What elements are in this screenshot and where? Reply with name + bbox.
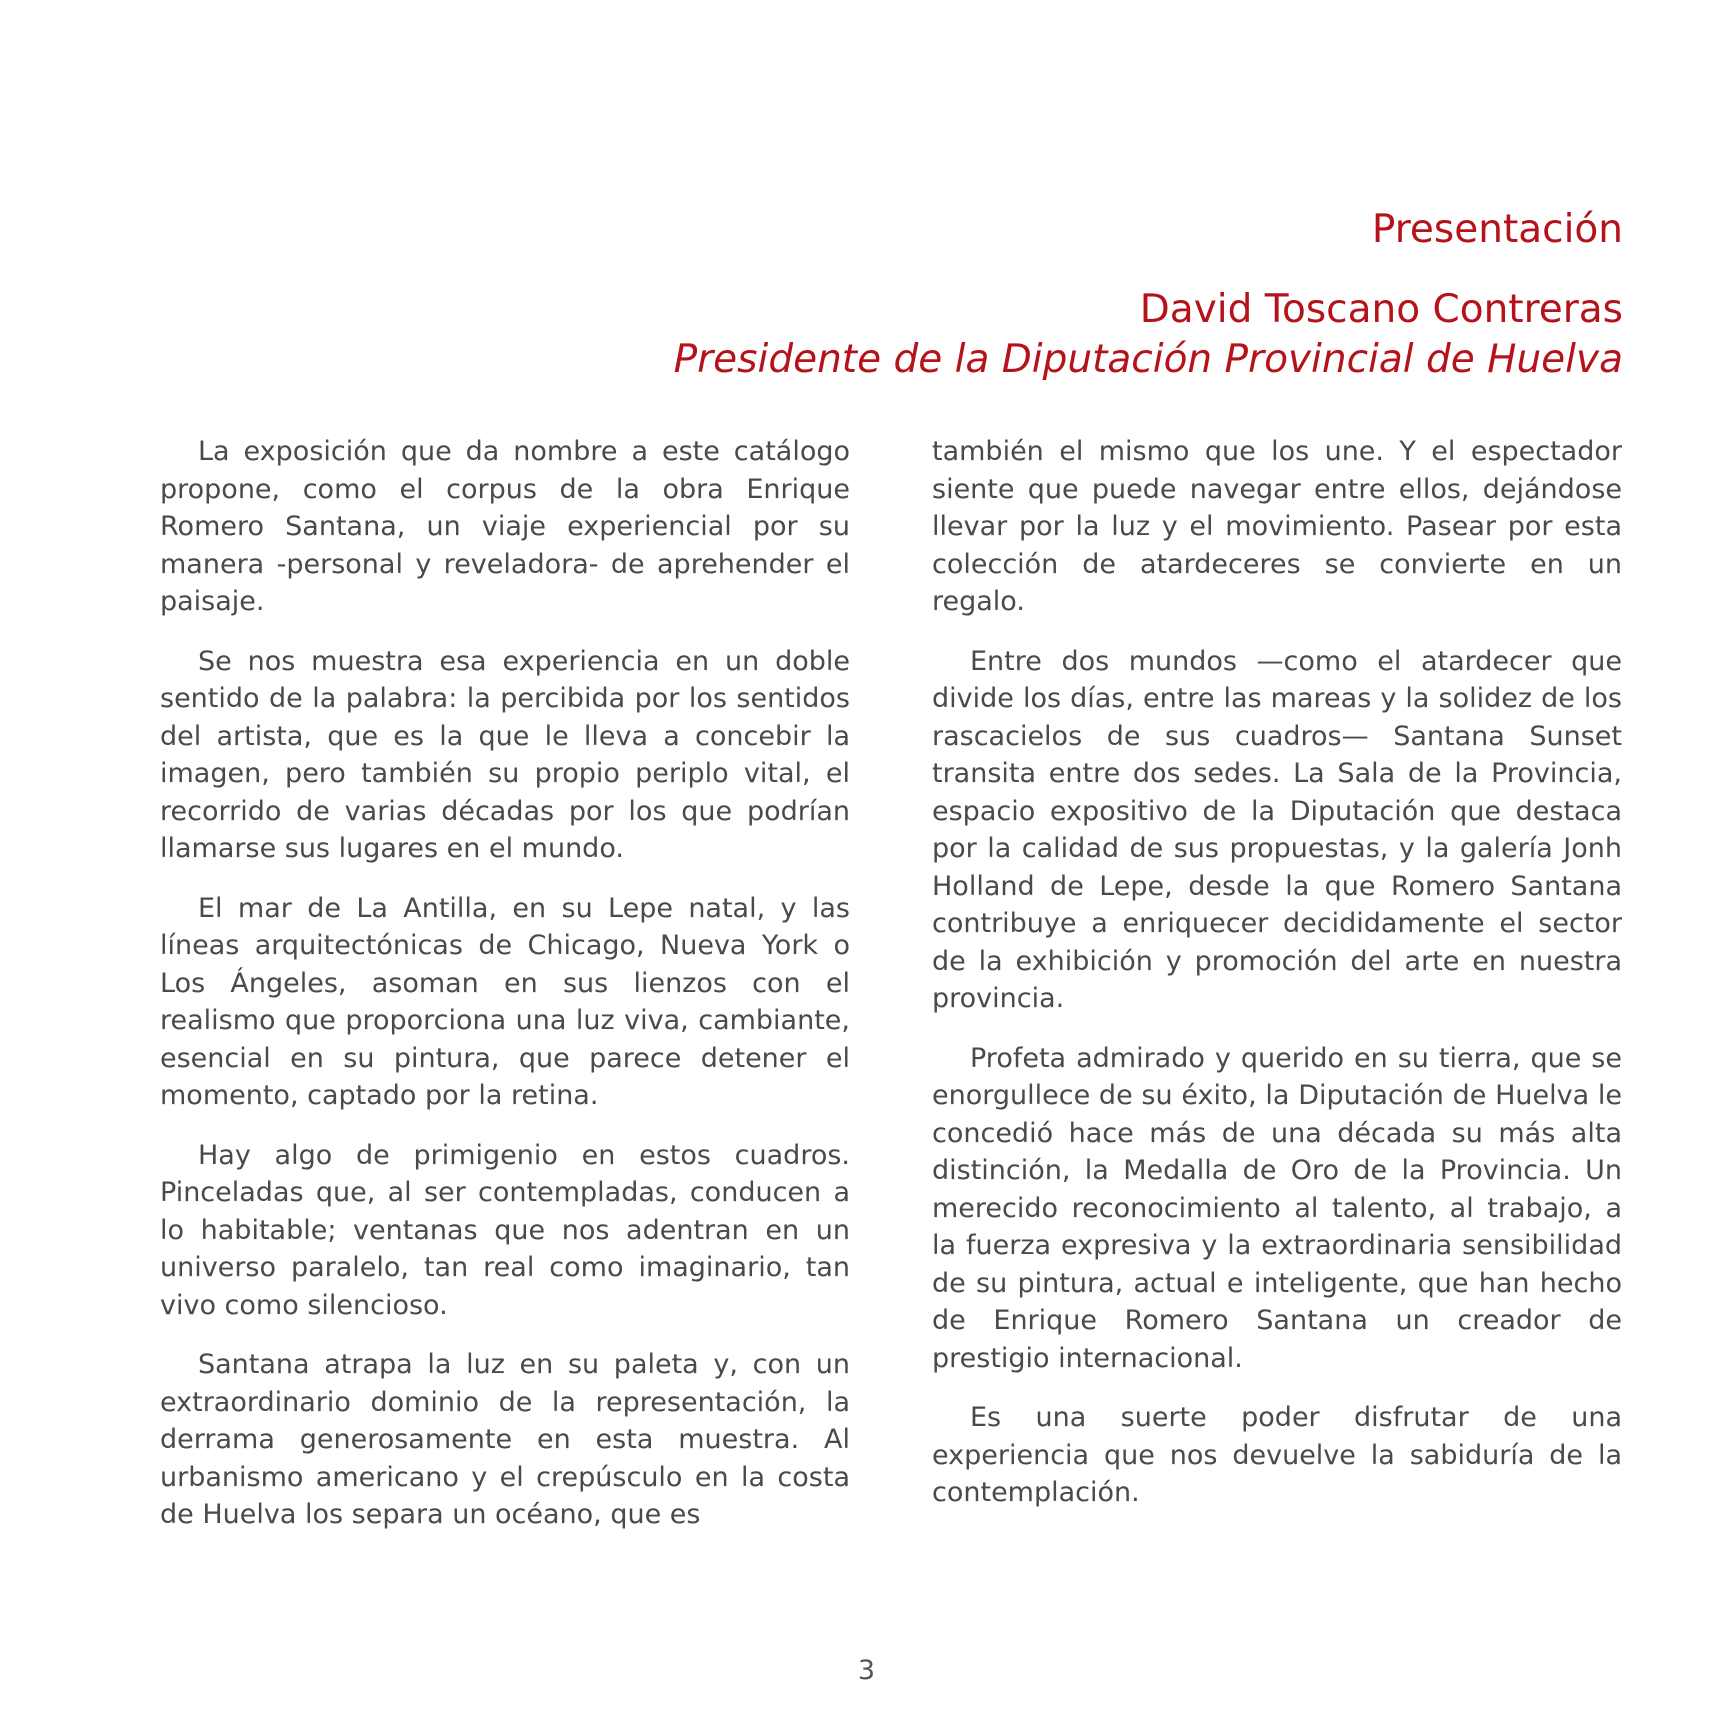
paragraph: Santana atrapa la luz en su paleta y, con un extraordinario dominio de la representación, la derrama generosamente en esta muestra. Al urbanismo americano y el crepúsculo en la costa de Huelva los separa un océano, que es (160, 1349, 850, 1530)
paragraph: Es una suerte poder disfrutar de una experiencia que nos devuelve la sabiduría de la contemplación. (932, 1402, 1622, 1508)
paragraph: también el mismo que los une. Y el espectador siente que puede navegar entre ellos, dejándose llevar por la luz y el movimiento. Pasear por esta colección de atardeceres se convierte en un regalo. (932, 436, 1622, 617)
right-column (932, 433, 1622, 1534)
paragraph: Profeta admirado y querido en su tierra, que se enorgullece de su éxito, la Diputación de Huelva le concedió hace más de una década su más alta distinción, la Medalla de Oro de la Provincia. Un merecido reconocimiento al talento, al trabajo, a la fuerza expresiva y la extraordinaria sensibilidad de su pintura, actual e inteligente, que han hecho de Enrique Romero Santana un creador de prestigio internacional. (932, 1042, 1622, 1374)
paragraph: Se nos muestra esa experiencia en un doble sentido de la palabra: la percibida por los sentidos del artista, que es la que le lleva a concebir la imagen, pero también su propio periplo vital, el recorrido de varias décadas por los que podrían llamarse sus lugares en el mundo. (160, 645, 850, 864)
paragraph: La exposición que da nombre a este catálogo propone, como el corpus de la obra Enrique Romero Santana, un viaje experiencial por su manera -personal y reveladora- de aprehender el paisaje. (160, 436, 850, 617)
left-column (160, 433, 850, 1556)
paragraph: Hay algo de primigenio en estos cuadros. Pinceladas que, al ser contempladas, conducen a lo habitable; ventanas que nos adentran en un universo paralelo, tan real como imaginario, tan vivo como silencioso. (160, 1139, 850, 1321)
page-number: 3 (857, 1655, 876, 1686)
author-role: Presidente de la Diputación Provincial de Huelva (673, 337, 1623, 382)
author-name: David Toscano Contreras (1139, 287, 1623, 332)
section-title: Presentación (1371, 207, 1623, 252)
paragraph: El mar de La Antilla, en su Lepe natal, y las líneas arquitectónicas de Chicago, Nueva York o Los Ángeles, asoman en sus lienzos con el realismo que proporciona una luz viva, cambiante, esencial en su pintura, que parece detener el momento, captado por la retina. (160, 892, 850, 1111)
page-header (674, 205, 1623, 385)
paragraph: Entre dos mundos —como el atardecer que divide los días, entre las mareas y la solidez de los rascacielos de sus cuadros— Santana Sunset transita entre dos sedes. La Sala de la Provincia, espacio expositivo de la Diputación que destaca por la calidad de sus propuestas, y la galería Jonh Holland de Lepe, desde la que Romero Santana contribuye a enriquecer decididamente el sector de la exhibición y promoción del arte en nuestra provincia. (932, 645, 1622, 1014)
